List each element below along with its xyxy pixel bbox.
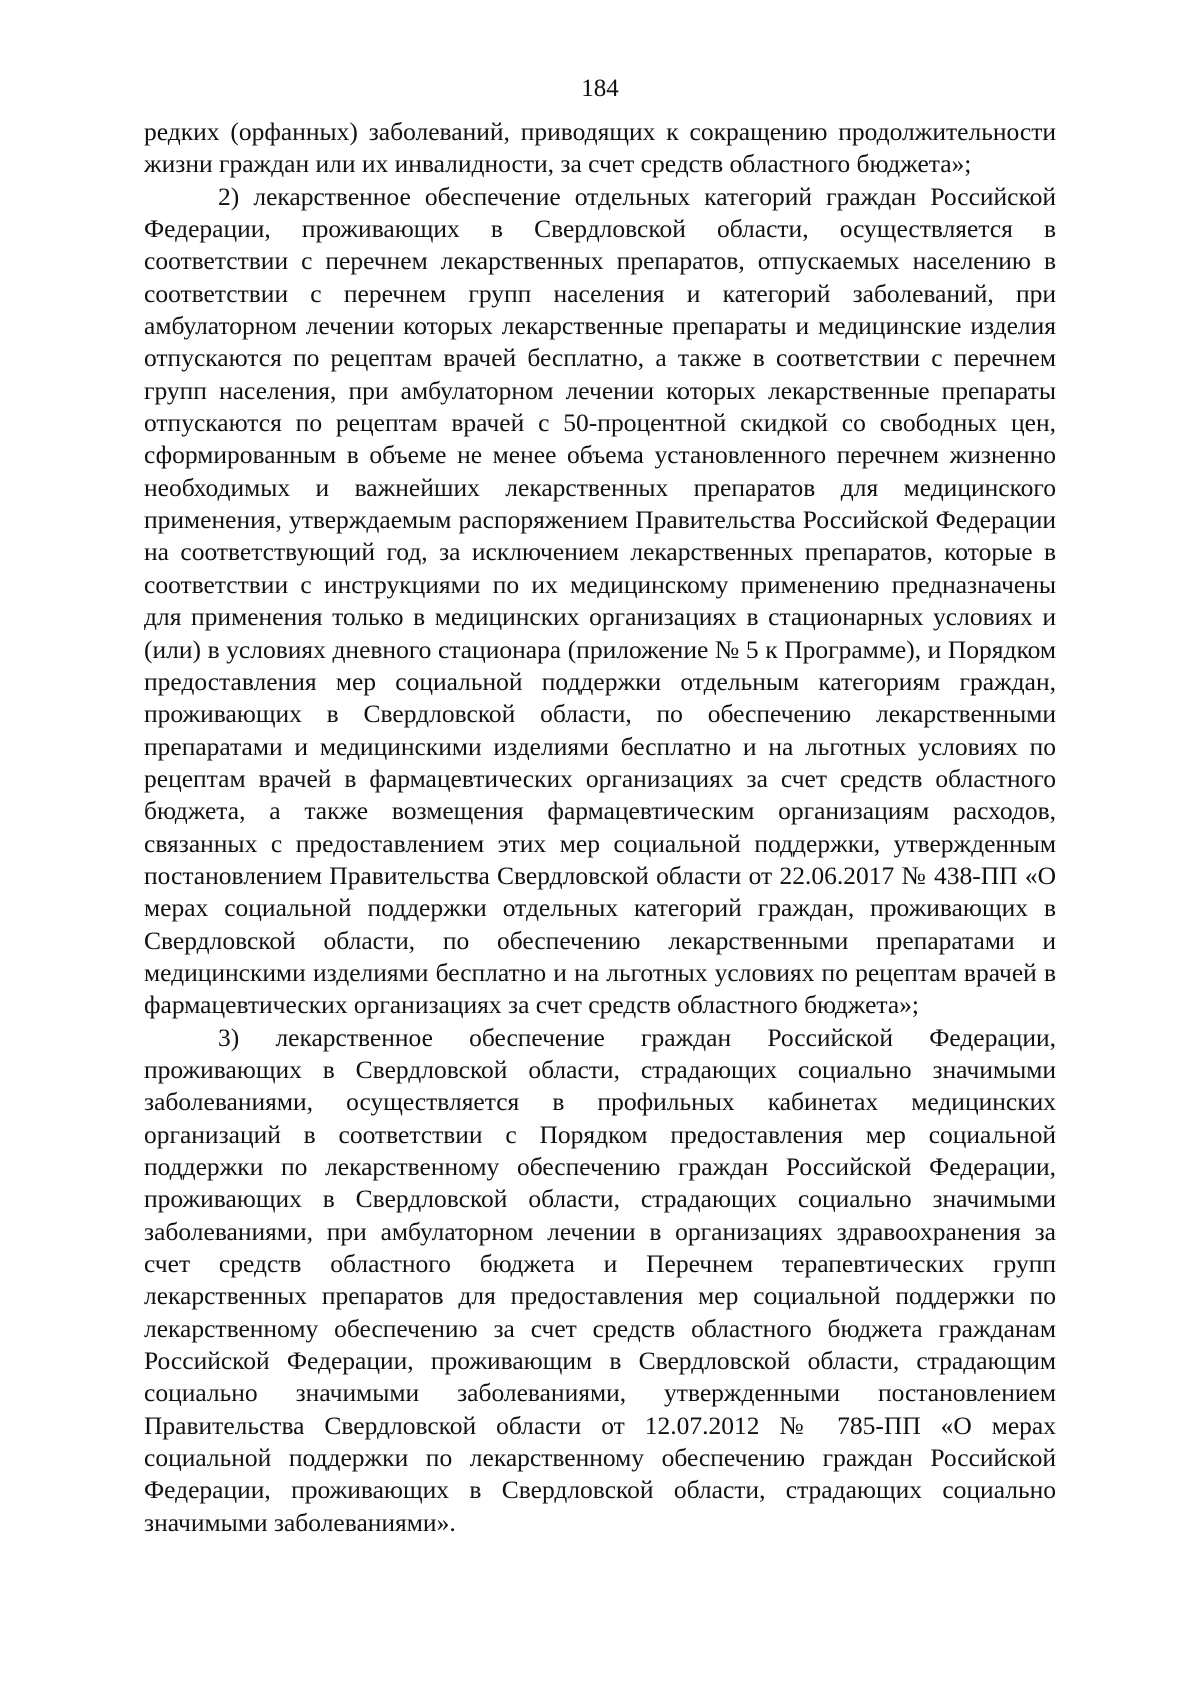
paragraph-continuation: редких (орфанных) заболеваний, приводящих к сокращению продолжительности жизни граждан или их инвалидности, за счет средств областного бюджета»; xyxy=(144,117,1056,179)
paragraph-item-2: 2) лекарственное обеспечение отдельных категорий граждан Российской Федерации, проживающих в Свердловской области, осуществляется в соответствии с перечнем лекарственных препаратов, отпускаемых населению в соответствии с перечнем групп населения и категорий заболеваний, при амбулаторном лечении которых лекарственные препараты и медицинские изделия отпускаются по рецептам врачей бесплатно, а также в соответствии с перечнем групп населения, при амбулаторном лечении которых лекарственные препараты отпускаются по рецептам врачей с 50-процентной скидкой со свободных цен, сформированным в объеме не менее объема установленного перечнем жизненно необходимых и важнейших лекарственных препаратов для медицинского применения, утверждаемым распоряжением Правительства Российской Федерации на соответствующий год, за исключением лекарственных препаратов, которые в соответствии с инструкциями по их медицинскому применению предназначены для применения только в медицинских организациях в стационарных условиях и (или) в условиях дневного стационара (приложение № 5 к Программе), и Порядком предоставления мер социальной поддержки отдельным категориям граждан, проживающих в Свердловской области, по обеспечению лекарственными препаратами и медицинскими изделиями бесплатно и на льготных условиях по рецептам врачей в фармацевтических организациях за счет средств областного бюджета, а также возмещения фармацевтическим организациям расходов, связанных с предоставлением этих мер социальной поддержки, утвержденным постановлением Правительства Свердловской области от 22.06.2017 № 438-ПП «О мерах социальной поддержки отдельных категорий граждан, проживающих в Свердловской области, по обеспечению лекарственными препаратами и медицинскими изделиями бесплатно и на льготных условиях по рецептам врачей в фармацевтических организациях за счет средств областного бюджета»; xyxy=(144,181,1056,1020)
page-number: 184 xyxy=(581,75,619,102)
paragraph-item-3: 3) лекарственное обеспечение граждан Российской Федерации, проживающих в Свердловской области, страдающих социально значимыми заболеваниями, осуществляется в профильных кабинетах медицинских организаций в соответствии с Порядком предоставления мер социальной поддержки по лекарственному обеспечению граждан Российской Федерации, проживающих в Свердловской области, страдающих социально значимыми заболеваниями, при амбулаторном лечении в организациях здравоохранения за счет средств областного бюджета и Перечнем терапевтических групп лекарственных препаратов для предоставления мер социальной поддержки по лекарственному обеспечению за счет средств областного бюджета гражданам Российской Федерации, проживающим в Свердловской области, страдающим социально значимыми заболеваниями, утвержденными постановлением Правительства Свердловской области от 12.07.2012 № 785-ПП «О мерах социальной поддержки по лекарственному обеспечению граждан Российской Федерации, проживающих в Свердловской области, страдающих социально значимыми заболеваниями». xyxy=(144,1022,1056,1537)
document-body xyxy=(144,116,1056,1539)
